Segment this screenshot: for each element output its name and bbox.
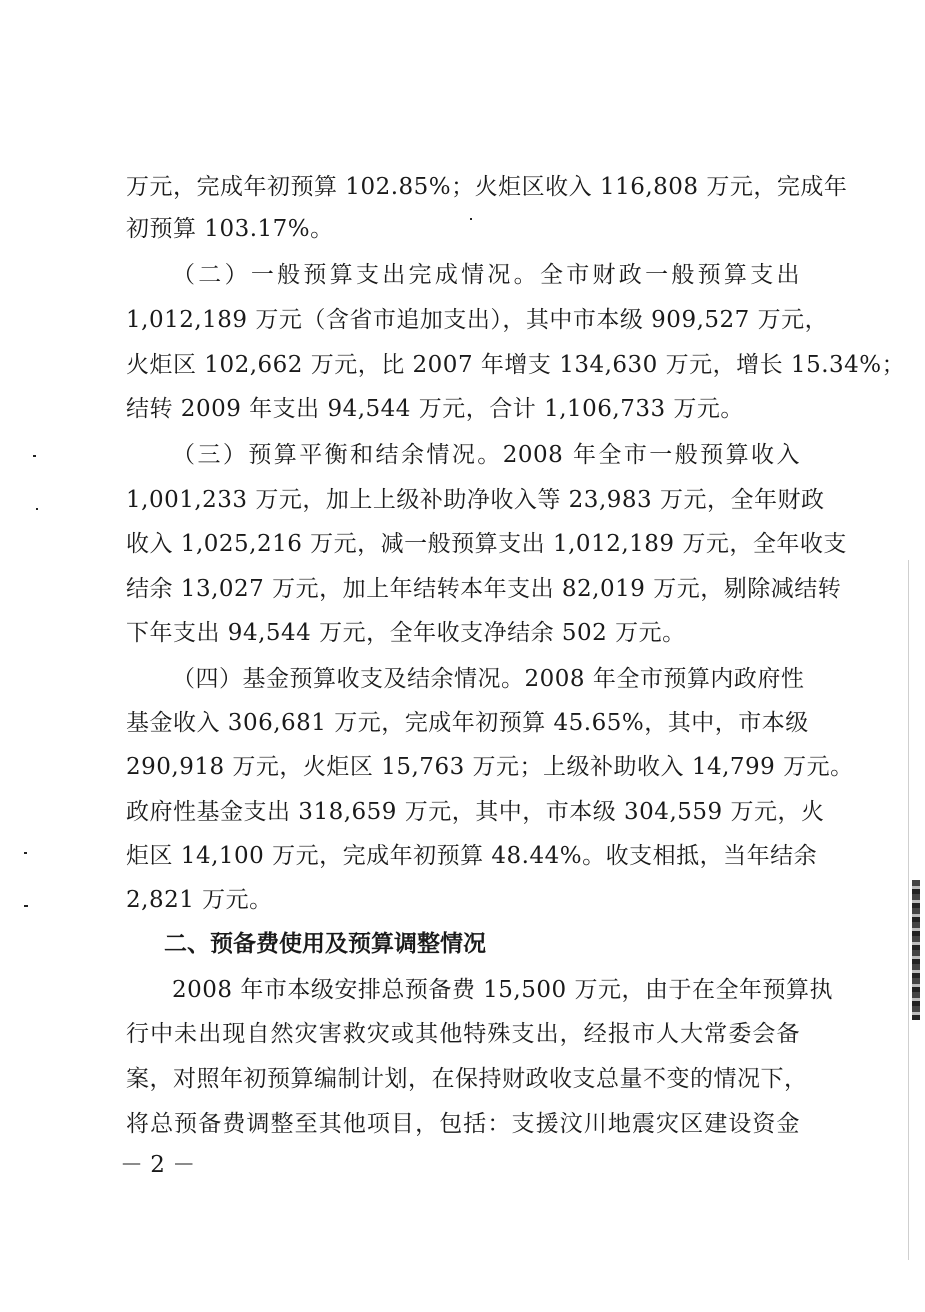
scan-edge-bar	[912, 880, 920, 1020]
page-number: － 2 －	[120, 1152, 196, 1178]
body-text-line: 行中未出现自然灾害救灾或其他特殊支出，经报市人大常委会备	[126, 1021, 800, 1047]
body-text-line: 下年支出 94,544 万元，全年收支净结余 502 万元。	[126, 620, 686, 646]
body-text-line: 结转 2009 年支出 94,544 万元，合计 1,106,733 万元。	[126, 396, 744, 422]
paragraph-start-line: （四）基金预算收支及结余情况。2008 年全市预算内政府性	[172, 666, 805, 692]
body-text-line: 将总预备费调整至其他项目，包括：支援汶川地震灾区建设资金	[126, 1111, 800, 1137]
scan-edge-line	[908, 560, 909, 1260]
body-text-line: 案，对照年初预算编制计划，在保持财政收支总量不变的情况下，	[126, 1066, 808, 1092]
body-text-line: 收入 1,025,216 万元，减一般预算支出 1,012,189 万元，全年收支	[126, 531, 847, 557]
paragraph-start-line: 2008 年市本级安排总预备费 15,500 万元，由于在全年预算执	[172, 977, 833, 1003]
body-text-line: 炬区 14,100 万元，完成年初预算 48.44%。收支相抵，当年结余	[126, 843, 818, 869]
body-text-line: 1,001,233 万元，加上上级补助净收入等 23,983 万元，全年财政	[126, 487, 825, 513]
scan-speck	[33, 455, 36, 457]
paragraph-start-line: （二）一般预算支出完成情况。全市财政一般预算支出	[172, 262, 800, 288]
scan-speck	[36, 508, 38, 510]
body-text-line: 2,821 万元。	[126, 887, 273, 913]
scan-speck	[24, 852, 27, 854]
body-text-line: 火炬区 102,662 万元，比 2007 年增支 134,630 万元，增长 15.34%；	[126, 352, 906, 378]
body-text-line: 1,012,189 万元（含省市追加支出），其中市本级 909,527 万元，	[126, 307, 829, 333]
body-text-line: 结余 13,027 万元，加上年结转本年支出 82,019 万元，剔除减结转	[126, 576, 842, 602]
body-text-line: 万元，完成年初预算 102.85%；火炬区收入 116,808 万元，完成年	[126, 174, 848, 200]
paragraph-start-line: （三）预算平衡和结余情况。2008 年全市一般预算收入	[172, 442, 800, 468]
scan-speck	[470, 218, 472, 220]
body-text-line: 初预算 103.17%。	[126, 216, 334, 242]
body-text-line: 政府性基金支出 318,659 万元，其中，市本级 304,559 万元，火	[126, 799, 825, 825]
body-text-line: 基金收入 306,681 万元，完成年初预算 45.65%，其中，市本级	[126, 710, 809, 736]
scan-speck	[24, 905, 28, 907]
section-heading: 二、预备费使用及预算调整情况	[164, 931, 486, 957]
body-text-line: 290,918 万元，火炬区 15,763 万元；上级补助收入 14,799 万元。	[126, 754, 854, 780]
